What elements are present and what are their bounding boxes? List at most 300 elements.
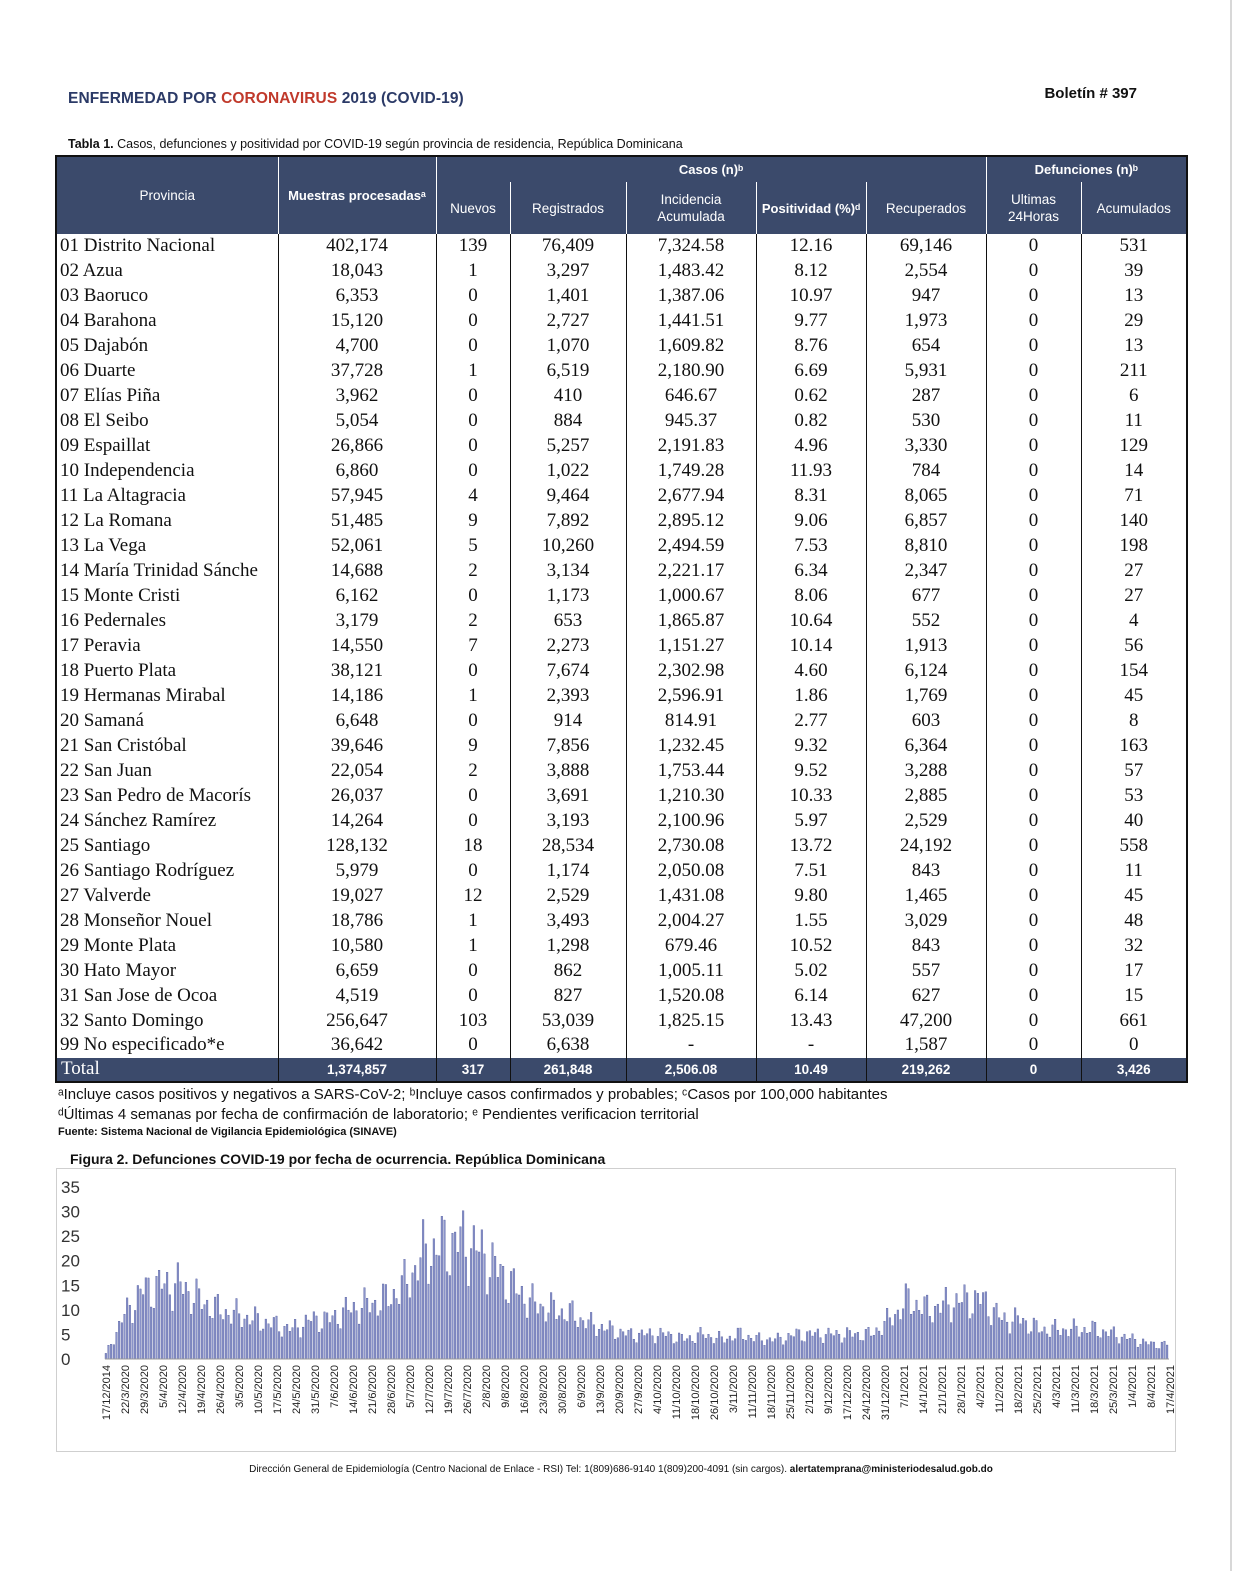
cell-recuperados: 287 [866, 384, 986, 409]
cell-prov: 01 Distrito Nacional [56, 234, 278, 259]
bar [630, 1329, 632, 1359]
bar [652, 1336, 654, 1359]
cell-prov: 24 Sánchez Ramírez [56, 808, 278, 833]
bar [1030, 1332, 1032, 1359]
x-tick-label: 11/3/2021 [1070, 1365, 1082, 1414]
bar [340, 1329, 342, 1359]
bar [564, 1320, 566, 1359]
cell-recuperados: 552 [866, 609, 986, 634]
bar [169, 1295, 171, 1359]
bar [865, 1329, 867, 1359]
cell-positividad: 0.82 [756, 409, 866, 434]
x-tick-label: 17/12/2014 [101, 1365, 113, 1421]
bar [654, 1344, 656, 1360]
bar [934, 1306, 936, 1359]
cell-incidencia: 1,387.06 [626, 284, 756, 309]
bar [966, 1293, 968, 1359]
cell-nuevos: 0 [436, 808, 510, 833]
cell-positividad: 6.34 [756, 559, 866, 584]
bar [892, 1326, 894, 1359]
bar [660, 1328, 662, 1359]
bar [481, 1230, 483, 1359]
cell-incidencia: 2,191.83 [626, 434, 756, 459]
cell-prov: 16 Pedernales [56, 609, 278, 634]
bar [1153, 1342, 1155, 1359]
bar [825, 1334, 827, 1359]
cell-acumulados: 154 [1081, 658, 1187, 683]
cell-ultimas: 0 [986, 958, 1081, 983]
cell-nuevos: 5 [436, 534, 510, 559]
cell-recuperados: 2,554 [866, 259, 986, 284]
cell-registrados: 5,257 [510, 434, 626, 459]
cell-registrados: 884 [510, 409, 626, 434]
bar [673, 1344, 675, 1360]
cell-incidencia: 2,677.94 [626, 484, 756, 509]
cell-incidencia: 1,441.51 [626, 309, 756, 334]
bar [796, 1329, 798, 1359]
bar [961, 1302, 963, 1359]
bar [113, 1345, 115, 1359]
cell-acumulados: 163 [1081, 733, 1187, 758]
table-row [56, 509, 1187, 534]
cell-prov: 31 San Jose de Ocoa [56, 983, 278, 1008]
cell-acumulados: 14 [1081, 459, 1187, 484]
table-notes [58, 1085, 888, 1125]
x-tick-label: 3/11/2020 [728, 1365, 740, 1414]
bar [132, 1323, 134, 1359]
x-tick-label: 23/8/2020 [538, 1365, 550, 1414]
bar [545, 1322, 547, 1359]
x-tick-label: 26/10/2020 [709, 1365, 721, 1421]
footer-text: Dirección General de Epidemiología (Centro Nacional de Enlace - RSI) Tel: 1(809)686-9140 1(809)200-4091 (sin cargos). [249, 1464, 790, 1475]
bar [1057, 1330, 1059, 1359]
bar [177, 1263, 179, 1359]
cell-incidencia: 1,865.87 [626, 609, 756, 634]
bar [1105, 1332, 1107, 1359]
bar [609, 1321, 611, 1359]
bar [620, 1329, 622, 1359]
bar [1086, 1333, 1088, 1359]
bar [1068, 1336, 1070, 1359]
bar [820, 1338, 822, 1359]
cell-prov: 14 María Trinidad Sánche [56, 559, 278, 584]
bar [636, 1343, 638, 1359]
bar [297, 1328, 299, 1359]
bar [553, 1300, 555, 1359]
bar [473, 1226, 475, 1359]
cell-registrados: 3,493 [510, 908, 626, 933]
bar [276, 1316, 278, 1359]
bar [580, 1318, 582, 1359]
bar [180, 1282, 182, 1359]
y-tick-label: 20 [61, 1251, 80, 1271]
bar [393, 1289, 395, 1359]
bar [273, 1317, 275, 1359]
bar [801, 1341, 803, 1359]
cell-recuperados: 843 [866, 933, 986, 958]
bar [937, 1304, 939, 1359]
bar [884, 1321, 886, 1359]
bar [734, 1339, 736, 1359]
cell-muestras: 22,054 [278, 758, 436, 783]
cell-recuperados: 1,587 [866, 1033, 986, 1058]
cell-acumulados: 0 [1081, 1033, 1187, 1058]
bar [948, 1305, 950, 1359]
note-line-2: ᵈÚltimas 4 semanas por fecha de confirmación de laboratorio; ᵉ Pendientes verificacion territorial [58, 1106, 699, 1123]
cell-muestras: 38,121 [278, 658, 436, 683]
cell-recuperados: 784 [866, 459, 986, 484]
bar [300, 1338, 302, 1359]
bar [1033, 1318, 1035, 1359]
cell-muestras: 18,786 [278, 908, 436, 933]
bar [782, 1345, 784, 1359]
bar [756, 1335, 758, 1359]
bar [638, 1333, 640, 1359]
table-row [56, 434, 1187, 459]
bar [1126, 1339, 1128, 1359]
deaths-bar-chart [57, 1169, 1177, 1453]
bar [1014, 1308, 1016, 1359]
bar [121, 1323, 123, 1359]
x-tick-label: 12/4/2020 [177, 1365, 189, 1414]
cell-nuevos: 9 [436, 733, 510, 758]
bar [788, 1333, 790, 1359]
bar [134, 1310, 136, 1359]
cell-recuperados: 2,529 [866, 808, 986, 833]
cell-nuevos: 9 [436, 509, 510, 534]
x-tick-label: 8/4/2021 [1146, 1365, 1158, 1408]
bar [590, 1312, 592, 1359]
bar [516, 1294, 518, 1359]
cell-ultimas: 0 [986, 683, 1081, 708]
bar [1012, 1322, 1014, 1359]
bar [894, 1314, 896, 1359]
cell-muestras: 37,728 [278, 359, 436, 384]
x-tick-label: 30/8/2020 [557, 1365, 569, 1414]
chart-frame [56, 1168, 1176, 1452]
x-tick-label: 25/2/2021 [1032, 1365, 1044, 1414]
x-tick-label: 20/9/2020 [614, 1365, 626, 1414]
cell-muestras: 6,162 [278, 584, 436, 609]
bar [761, 1341, 763, 1359]
cell-recuperados: 654 [866, 334, 986, 359]
bar [681, 1334, 683, 1359]
cell-ultimas: 0 [986, 434, 1081, 459]
table-row [56, 409, 1187, 434]
bar [244, 1319, 246, 1359]
cell-positividad: 8.31 [756, 484, 866, 509]
cell-ultimas: 0 [986, 309, 1081, 334]
cell-nuevos: 18 [436, 833, 510, 858]
cell-registrados: 3,297 [510, 259, 626, 284]
x-tick-label: 9/8/2020 [500, 1365, 512, 1408]
bar [494, 1256, 496, 1359]
cell-registrados: 3,134 [510, 559, 626, 584]
bar [161, 1289, 163, 1359]
bar [478, 1252, 480, 1359]
cell-incidencia: 1,520.08 [626, 983, 756, 1008]
bar [662, 1333, 664, 1359]
bar [260, 1331, 262, 1359]
total-registrados: 261,848 [510, 1058, 626, 1082]
bar [838, 1334, 840, 1359]
source-note: Fuente: Sistema Nacional de Vigilancia Epidemiológica (SINAVE) [58, 1126, 397, 1138]
bar [1161, 1342, 1163, 1359]
bar [886, 1308, 888, 1359]
bar [468, 1286, 470, 1359]
bar [644, 1336, 646, 1360]
x-tick-label: 5/4/2020 [158, 1365, 170, 1408]
x-tick-label: 18/10/2020 [690, 1365, 702, 1421]
bar [145, 1278, 147, 1359]
bar [769, 1338, 771, 1359]
cell-acumulados: 211 [1081, 359, 1187, 384]
cell-recuperados: 6,124 [866, 658, 986, 683]
bar [396, 1298, 398, 1359]
bar [310, 1321, 312, 1359]
cell-acumulados: 27 [1081, 584, 1187, 609]
cell-muestras: 36,642 [278, 1033, 436, 1058]
bar [313, 1312, 315, 1359]
x-tick-label: 5/7/2020 [405, 1365, 417, 1408]
table-row [56, 634, 1187, 659]
cell-incidencia: 2,596.91 [626, 683, 756, 708]
cell-positividad: 8.12 [756, 259, 866, 284]
bar [612, 1326, 614, 1359]
bar [406, 1284, 408, 1359]
bar [764, 1345, 766, 1359]
x-tick-label: 18/2/2021 [1013, 1365, 1025, 1414]
cell-muestras: 14,186 [278, 683, 436, 708]
cell-muestras: 14,688 [278, 559, 436, 584]
cell-nuevos: 2 [436, 609, 510, 634]
x-tick-label: 12/7/2020 [424, 1365, 436, 1414]
cell-positividad: 13.43 [756, 1008, 866, 1033]
bar [606, 1330, 608, 1359]
bar [665, 1336, 667, 1359]
bar [497, 1277, 499, 1359]
bar [812, 1336, 814, 1359]
x-tick-label: 21/6/2020 [367, 1365, 379, 1414]
bar [166, 1272, 168, 1359]
cell-prov: 21 San Cristóbal [56, 733, 278, 758]
bar [1140, 1344, 1142, 1359]
bar [996, 1303, 998, 1359]
cell-ultimas: 0 [986, 259, 1081, 284]
cell-incidencia: 1,151.27 [626, 634, 756, 659]
cell-nuevos: 0 [436, 958, 510, 983]
bar [924, 1297, 926, 1359]
total-ultimas: 0 [986, 1058, 1081, 1082]
bar [689, 1335, 691, 1359]
cell-prov: 02 Azua [56, 259, 278, 284]
bar [172, 1311, 174, 1359]
cell-prov: 23 San Pedro de Macorís [56, 783, 278, 808]
cell-recuperados: 677 [866, 584, 986, 609]
bar [1148, 1345, 1150, 1359]
table-row [56, 858, 1187, 883]
bar [1073, 1319, 1075, 1359]
cell-registrados: 6,638 [510, 1033, 626, 1058]
cell-acumulados: 27 [1081, 559, 1187, 584]
bar [830, 1334, 832, 1359]
bar [366, 1298, 368, 1359]
cell-acumulados: 39 [1081, 259, 1187, 284]
bar [705, 1338, 707, 1359]
cell-muestras: 5,054 [278, 409, 436, 434]
cell-ultimas: 0 [986, 933, 1081, 958]
bar [550, 1293, 552, 1359]
bar [193, 1303, 195, 1359]
cell-muestras: 128,132 [278, 833, 436, 858]
cell-positividad: 9.06 [756, 509, 866, 534]
bar [537, 1314, 539, 1359]
cell-prov: 12 La Romana [56, 509, 278, 534]
cell-ultimas: 0 [986, 584, 1081, 609]
bar [854, 1333, 856, 1359]
cell-ultimas: 0 [986, 883, 1081, 908]
cell-acumulados: 8 [1081, 708, 1187, 733]
cell-prov: 27 Valverde [56, 883, 278, 908]
bar [1006, 1322, 1008, 1359]
cell-acumulados: 32 [1081, 933, 1187, 958]
bar [1164, 1341, 1166, 1359]
x-tick-label: 10/5/2020 [253, 1365, 265, 1414]
cell-positividad: 6.69 [756, 359, 866, 384]
x-tick-label: 3/5/2020 [234, 1365, 246, 1408]
bar [833, 1336, 835, 1359]
cell-positividad: 8.76 [756, 334, 866, 359]
bar [548, 1313, 550, 1359]
table-row [56, 658, 1187, 683]
cell-positividad: 5.02 [756, 958, 866, 983]
bar [249, 1325, 251, 1359]
bar [862, 1341, 864, 1359]
cell-recuperados: 3,029 [866, 908, 986, 933]
x-tick-label: 4/3/2021 [1051, 1365, 1063, 1408]
bar [1025, 1321, 1027, 1359]
bar [676, 1342, 678, 1359]
bar [385, 1284, 387, 1359]
bar [465, 1257, 467, 1359]
cell-prov: 99 No especificado*e [56, 1033, 278, 1058]
bar [278, 1332, 280, 1359]
bar [1150, 1342, 1152, 1359]
cell-nuevos: 1 [436, 683, 510, 708]
cell-positividad: 7.51 [756, 858, 866, 883]
cell-acumulados: 71 [1081, 484, 1187, 509]
table-caption-text: Casos, defunciones y positividad por COVID-19 según provincia de residencia, República Dominicana [113, 137, 683, 151]
cell-registrados: 9,464 [510, 484, 626, 509]
cell-incidencia: 2,100.96 [626, 808, 756, 833]
cell-muestras: 5,979 [278, 858, 436, 883]
bar [105, 1353, 107, 1359]
bar [492, 1243, 494, 1359]
bar [1129, 1338, 1131, 1359]
bar [126, 1298, 128, 1359]
cell-registrados: 914 [510, 708, 626, 733]
cell-muestras: 6,860 [278, 459, 436, 484]
cell-registrados: 827 [510, 983, 626, 1008]
col-nuevos: Nuevos [436, 182, 510, 234]
table-row [56, 609, 1187, 634]
bar [388, 1306, 390, 1359]
x-tick-label: 17/5/2020 [272, 1365, 284, 1414]
cell-acumulados: 13 [1081, 334, 1187, 359]
bar [633, 1339, 635, 1359]
bar [476, 1251, 478, 1359]
cell-registrados: 1,173 [510, 584, 626, 609]
cell-recuperados: 557 [866, 958, 986, 983]
bar [729, 1336, 731, 1359]
cell-recuperados: 1,465 [866, 883, 986, 908]
cell-nuevos: 0 [436, 409, 510, 434]
bar [860, 1340, 862, 1359]
bar [857, 1332, 859, 1359]
bar [209, 1316, 211, 1359]
bar [852, 1337, 854, 1359]
cell-ultimas: 0 [986, 534, 1081, 559]
cell-nuevos: 1 [436, 359, 510, 384]
bar [1044, 1327, 1046, 1359]
bar [806, 1332, 808, 1359]
cell-acumulados: 17 [1081, 958, 1187, 983]
cell-prov: 13 La Vega [56, 534, 278, 559]
cell-prov: 07 Elías Piña [56, 384, 278, 409]
table-row [56, 883, 1187, 908]
bar [745, 1340, 747, 1359]
cell-incidencia: 1,483.42 [626, 259, 756, 284]
bar [932, 1323, 934, 1359]
bar [1134, 1339, 1136, 1359]
bar [601, 1324, 603, 1359]
province-table [55, 155, 1188, 1083]
cell-ultimas: 0 [986, 409, 1081, 434]
bar [457, 1252, 459, 1359]
cell-ultimas: 0 [986, 808, 1081, 833]
cell-positividad: 10.33 [756, 783, 866, 808]
x-tick-label: 31/12/2020 [880, 1365, 892, 1421]
cell-registrados: 1,070 [510, 334, 626, 359]
bar [785, 1341, 787, 1359]
bar [246, 1315, 248, 1359]
cell-positividad: 2.77 [756, 708, 866, 733]
cell-prov: 05 Dajabón [56, 334, 278, 359]
cell-positividad: 8.06 [756, 584, 866, 609]
table-row [56, 459, 1187, 484]
bar [196, 1279, 198, 1359]
bar [286, 1324, 288, 1359]
cell-recuperados: 3,288 [866, 758, 986, 783]
y-tick-label: 30 [61, 1202, 80, 1222]
cell-ultimas: 0 [986, 384, 1081, 409]
bar [374, 1300, 376, 1359]
cell-registrados: 1,298 [510, 933, 626, 958]
col-ultimas-24h: Ultimas 24Horas [986, 182, 1081, 234]
cell-incidencia: 1,005.11 [626, 958, 756, 983]
bar [593, 1325, 595, 1359]
cell-nuevos: 0 [436, 284, 510, 309]
bar [441, 1216, 443, 1359]
x-tick-label: 28/6/2020 [386, 1365, 398, 1414]
col-incidencia: Incidencia Acumulada [626, 182, 756, 234]
table-body [56, 234, 1187, 1058]
bar [438, 1256, 440, 1359]
cell-muestras: 14,264 [278, 808, 436, 833]
cell-acumulados: 57 [1081, 758, 1187, 783]
bar [425, 1244, 427, 1359]
bar [206, 1300, 208, 1359]
